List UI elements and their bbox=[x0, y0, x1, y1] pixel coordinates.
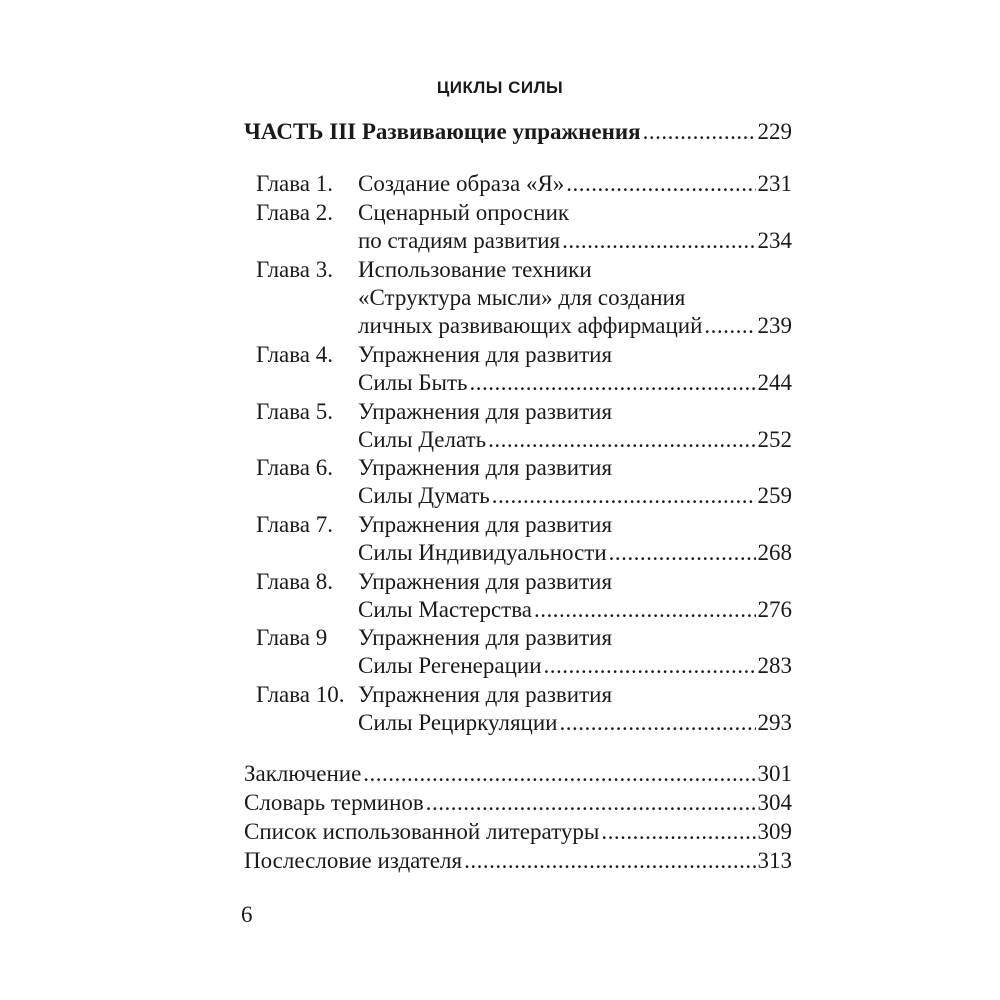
chapter-label: Глава 1. bbox=[256, 171, 334, 196]
page-ref: 276 bbox=[757, 597, 792, 622]
dot-leader bbox=[470, 368, 756, 398]
dot-leader bbox=[643, 117, 756, 147]
chapter-title: по стадиям развития bbox=[358, 228, 561, 253]
page-ref: 231 bbox=[757, 171, 792, 196]
page-ref: 234 bbox=[757, 228, 792, 253]
chapter-title-line: Упражнения для развития bbox=[358, 342, 613, 367]
chapter-label: Глава 7. bbox=[256, 512, 334, 537]
page-ref: 244 bbox=[757, 370, 792, 395]
toc-part-entry[interactable] bbox=[244, 117, 792, 147]
page-ref: 301 bbox=[757, 761, 792, 786]
chapter-title-line: Упражнения для развития bbox=[358, 625, 613, 650]
dot-leader bbox=[544, 651, 756, 681]
toc-backmatter-entry[interactable] bbox=[244, 788, 792, 818]
dot-leader bbox=[488, 425, 755, 455]
chapter-title-line: Упражнения для развития bbox=[358, 569, 613, 594]
dot-leader bbox=[534, 595, 756, 625]
page-ref: 283 bbox=[757, 653, 792, 678]
chapter-title-line: Использование техники bbox=[358, 257, 592, 282]
dot-leader bbox=[492, 481, 756, 511]
dot-leader bbox=[426, 788, 756, 818]
chapter-title-line: «Структура мысли» для создания bbox=[358, 285, 686, 310]
chapter-title: Силы Индивидуальности bbox=[358, 540, 607, 565]
chapter-title: личных развивающих аффирмаций bbox=[358, 313, 703, 338]
dot-leader bbox=[363, 759, 755, 789]
dot-leader bbox=[559, 708, 755, 738]
chapter-label: Глава 2. bbox=[256, 200, 334, 225]
chapter-title: Создание образа «Я» bbox=[358, 171, 565, 196]
dot-leader bbox=[609, 538, 756, 568]
chapter-label: Глава 8. bbox=[256, 569, 334, 594]
chapter-label: Глава 9 bbox=[256, 625, 328, 650]
entry-title: Список использованной литературы bbox=[244, 819, 600, 844]
dot-leader bbox=[566, 169, 755, 199]
chapter-title: Силы Рециркуляции bbox=[358, 710, 558, 735]
toc-backmatter-entry[interactable] bbox=[244, 846, 792, 876]
toc-backmatter-entry[interactable] bbox=[244, 759, 792, 789]
part-title: ЧАСТЬ III Развивающие упражнения bbox=[244, 119, 641, 144]
dot-leader bbox=[601, 817, 755, 847]
chapter-label: Глава 10. bbox=[256, 682, 345, 707]
chapter-title: Силы Быть bbox=[358, 370, 468, 395]
chapter-title: Силы Регенерации bbox=[358, 653, 542, 678]
entry-title: Послесловие издателя bbox=[244, 848, 463, 873]
page-ref: 293 bbox=[757, 710, 792, 735]
chapter-title-line: Сценарный опросник bbox=[358, 200, 570, 225]
page-number: 6 bbox=[241, 902, 253, 927]
running-head: ЦИКЛЫ СИЛЫ bbox=[436, 78, 564, 97]
page-ref: 309 bbox=[757, 819, 792, 844]
entry-title: Словарь терминов bbox=[244, 790, 424, 815]
chapter-label: Глава 4. bbox=[256, 342, 334, 367]
chapter-title-line: Упражнения для развития bbox=[358, 682, 613, 707]
chapter-label: Глава 6. bbox=[256, 455, 334, 480]
dot-leader bbox=[704, 311, 755, 341]
dot-leader bbox=[562, 226, 755, 256]
page-ref: 239 bbox=[757, 313, 792, 338]
page-ref: 259 bbox=[757, 483, 792, 508]
chapter-title-line: Упражнения для развития bbox=[358, 399, 613, 424]
page-ref: 313 bbox=[757, 848, 792, 873]
chapter-title: Силы Мастерства bbox=[358, 597, 532, 622]
chapter-title-line: Упражнения для развития bbox=[358, 512, 613, 537]
chapter-title: Силы Делать bbox=[358, 427, 487, 452]
chapter-label: Глава 5. bbox=[256, 399, 334, 424]
page-ref: 252 bbox=[757, 427, 792, 452]
page-ref: 304 bbox=[757, 790, 792, 815]
page-ref: 229 bbox=[757, 119, 792, 144]
toc-backmatter-entry[interactable] bbox=[244, 817, 792, 847]
page-ref: 268 bbox=[757, 540, 792, 565]
chapter-label: Глава 3. bbox=[256, 257, 334, 282]
chapter-title: Силы Думать bbox=[358, 483, 490, 508]
entry-title: Заключение bbox=[244, 761, 362, 786]
dot-leader bbox=[464, 846, 755, 876]
chapter-title-line: Упражнения для развития bbox=[358, 455, 613, 480]
